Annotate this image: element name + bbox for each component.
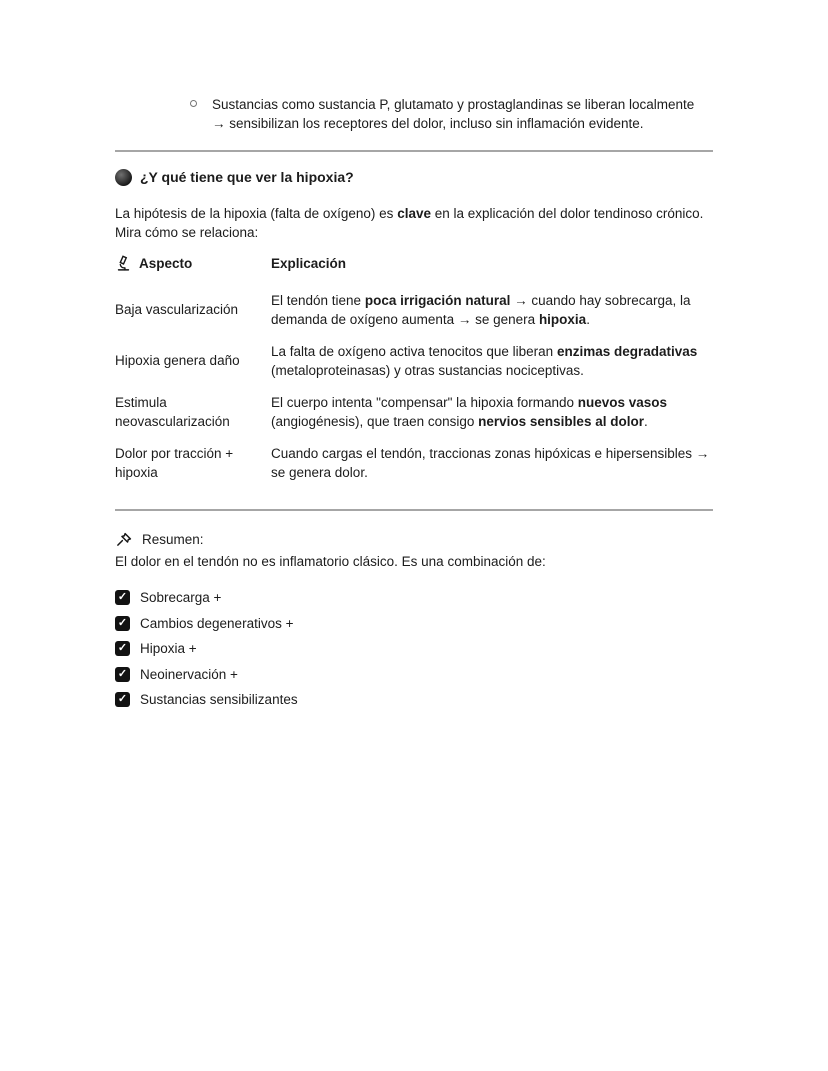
aspecto-cell: Hipoxia genera daño [115,353,240,368]
bullet-list-item [190,95,713,133]
aspect-explanation-table [115,254,713,488]
checked-checkbox-icon: ✓ [115,641,130,656]
section-heading [115,168,713,187]
section-intro: La hipótesis de la hipoxia (falta de oxígeno) es clave en la explicación del dolor tendinoso crónico. Mira cómo se relaciona: [115,206,704,240]
table-row [115,386,713,437]
microscope-icon [115,255,132,272]
checklist-item-label: Sobrecarga + [140,590,222,605]
checked-checkbox-icon: ✓ [115,667,130,682]
checklist-item [115,614,713,633]
aspecto-cell: Baja vascularización [115,302,239,317]
summary-checklist [115,588,713,709]
table-row [115,437,713,488]
checklist-item [115,690,713,709]
explicacion-cell: El cuerpo intenta "compensar" la hipoxia formando nuevos vasos (angiogénesis), que traen consigo nervios sensibles al dolor. [271,394,668,429]
aspecto-cell: Dolor por tracción + hipoxia [115,445,234,480]
explicacion-cell: Cuando cargas el tendón, traccionas zonas hipóxicas e hipersensibles → se genera dolor. [271,445,710,480]
checklist-item-label: Sustancias sensibilizantes [140,692,298,707]
checked-checkbox-icon: ✓ [115,616,130,631]
checked-checkbox-icon: ✓ [115,590,130,605]
checklist-item-label: Cambios degenerativos + [140,615,294,631]
aspecto-cell: Estimula neovascularización [115,394,230,429]
checklist-item [115,639,713,658]
document-page [115,0,713,709]
explicacion-cell: El tendón tiene poca irrigación natural → cuando hay sobrecarga, la demanda de oxígeno aumenta → se genera hipoxia. [271,292,691,327]
bullet-item-text: Sustancias como sustancia P, glutamato y prostaglandinas se liberan localmente → sensibilizan los receptores del dolor, incluso sin inflamación evidente. [212,97,695,131]
circle-bullet-icon [190,100,197,107]
explicacion-cell: La falta de oxígeno activa tenocitos que liberan enzimas degradativas (metaloproteinasas) y otras sustancias nociceptivas. [271,343,698,378]
checked-checkbox-icon: ✓ [115,692,130,707]
pushpin-icon [115,531,133,549]
summary-intro: El dolor en el tendón no es inflamatorio clásico. Es una combinación de: [115,554,546,569]
checklist-item-label: Neoinervación + [140,666,238,682]
horizontal-divider [115,150,713,152]
table-header-explicacion: Explicación [271,256,347,271]
summary-title-text: Resumen: [142,532,204,547]
table-header-aspecto [115,254,271,284]
table-header-aspecto-label: Aspecto [139,256,193,271]
checklist-item [115,588,713,607]
table-header-row [115,254,713,284]
horizontal-divider [115,509,713,511]
checklist-item-label: Hipoxia + [140,641,197,656]
summary-title [115,530,713,549]
dark-circle-emoji [115,169,132,186]
table-row [115,335,713,386]
checklist-item [115,665,713,684]
table-row [115,284,713,335]
section-heading-text: ¿Y qué tiene que ver la hipoxia? [140,169,354,185]
